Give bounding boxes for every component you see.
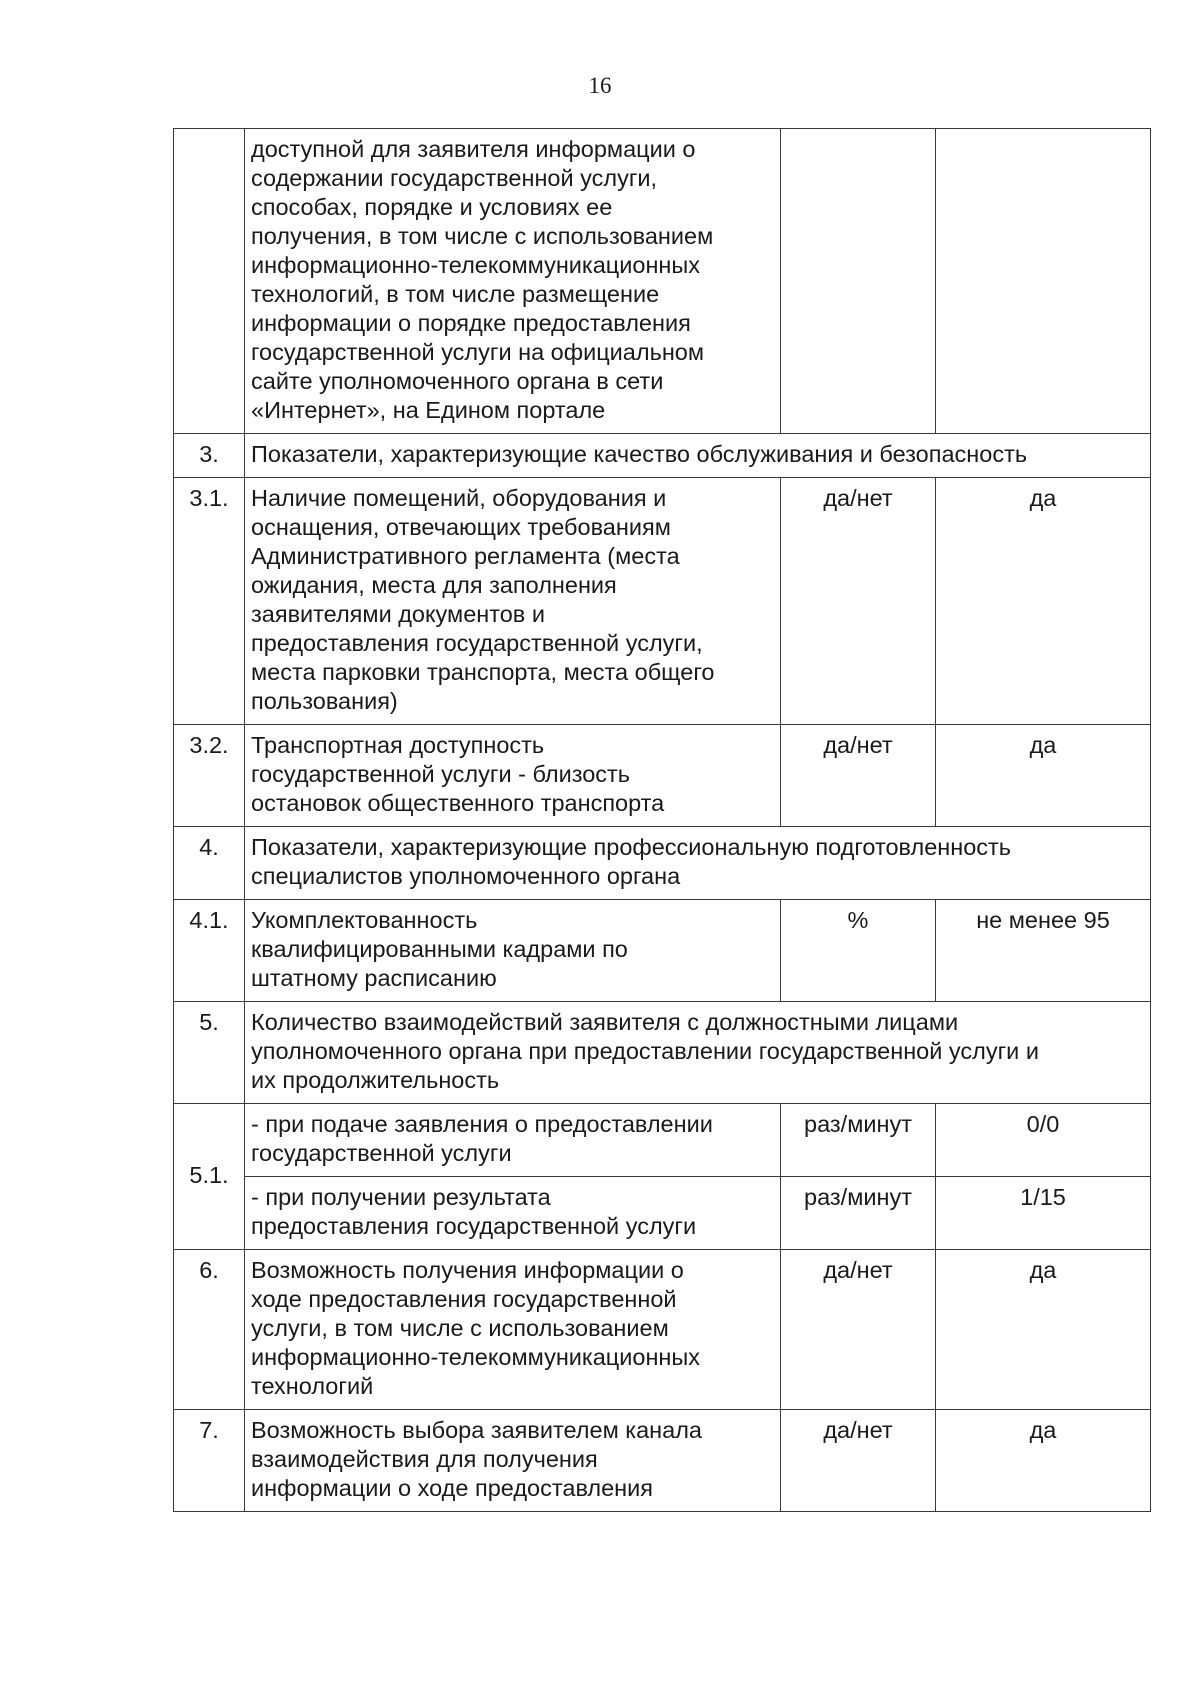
indicator-name-line: Укомплектованность xyxy=(251,907,478,933)
table-row xyxy=(174,725,1151,827)
indicator-name-line: Наличие помещений, оборудования и xyxy=(251,485,667,511)
indicator-name-line: - при подаче заявления о предоставлении xyxy=(251,1111,713,1137)
indicator-name-line: - при получении результата xyxy=(251,1184,551,1210)
indicator-name-cell xyxy=(245,478,781,725)
unit-cell: раз/минут xyxy=(781,1177,936,1250)
indicator-name-line: государственной услуги на официальном xyxy=(251,339,705,365)
table-row xyxy=(174,129,1151,434)
indicator-name-line: содержании государственной услуги, xyxy=(251,165,658,191)
row-number-cell xyxy=(174,129,245,434)
indicator-name-cell xyxy=(245,900,781,1002)
section-title-cell xyxy=(245,1002,1151,1104)
row-number-cell: 5.1. xyxy=(174,1104,245,1250)
indicator-name-line: Административного регламента (места xyxy=(251,543,680,569)
value-cell xyxy=(936,129,1151,434)
indicator-name-line: квалифицированными кадрами по xyxy=(251,936,628,962)
unit-cell: да/нет xyxy=(781,1410,936,1512)
unit-cell: % xyxy=(781,900,936,1002)
indicator-name-line: государственной услуги xyxy=(251,1140,512,1166)
indicator-name-line: технологий xyxy=(251,1373,374,1399)
indicator-name-line: государственной услуги - близость xyxy=(251,761,631,787)
section-row xyxy=(174,827,1151,900)
section-title-line: специалистов уполномоченного органа xyxy=(251,863,681,889)
table-row xyxy=(174,478,1151,725)
value-cell: 0/0 xyxy=(936,1104,1151,1177)
indicator-name-line: предоставления государственной услуги, xyxy=(251,630,703,656)
indicator-name-line: ожидания, места для заполнения xyxy=(251,572,617,598)
unit-cell xyxy=(781,129,936,434)
section-row xyxy=(174,434,1151,478)
table-row xyxy=(174,900,1151,1002)
section-title-line: их продолжительность xyxy=(251,1067,500,1093)
indicator-name-line: информации о порядке предоставления xyxy=(251,310,691,336)
value-cell: да xyxy=(936,725,1151,827)
indicator-name-line: доступной для заявителя информации о xyxy=(251,136,696,162)
indicator-name-line: информационно-телекоммуникационных xyxy=(251,252,701,278)
indicator-name-line: ходе предоставления государственной xyxy=(251,1286,677,1312)
section-title-line: уполномоченного органа при предоставлении государственной услуги и xyxy=(251,1038,1039,1064)
section-title-line: Показатели, характеризующие профессиональную подготовленность xyxy=(251,834,1012,860)
value-cell: да xyxy=(936,1250,1151,1410)
section-title-line: Количество взаимодействий заявителя с должностными лицами xyxy=(251,1009,959,1035)
row-number-cell: 7. xyxy=(174,1410,245,1512)
indicators-table xyxy=(173,128,1151,1512)
unit-cell: да/нет xyxy=(781,478,936,725)
section-title-cell xyxy=(245,434,1151,478)
indicator-name-line: остановок общественного транспорта xyxy=(251,790,665,816)
section-title-line: Показатели, характеризующие качество обслуживания и безопасность xyxy=(251,441,1028,467)
indicator-name-line: штатному расписанию xyxy=(251,965,497,991)
indicator-name-line: предоставления государственной услуги xyxy=(251,1213,697,1239)
row-number-cell: 4.1. xyxy=(174,900,245,1002)
table-row xyxy=(174,1104,1151,1177)
indicator-name-line: Возможность выбора заявителем канала xyxy=(251,1417,702,1443)
indicator-name-cell xyxy=(245,1104,781,1177)
indicator-name-line: места парковки транспорта, места общего xyxy=(251,659,715,685)
unit-cell: да/нет xyxy=(781,725,936,827)
indicator-name-cell xyxy=(245,129,781,434)
indicator-name-line: способах, порядке и условиях ее xyxy=(251,194,613,220)
value-cell: да xyxy=(936,478,1151,725)
indicator-name-cell xyxy=(245,1410,781,1512)
indicator-name-line: Возможность получения информации о xyxy=(251,1257,684,1283)
indicator-name-cell xyxy=(245,1250,781,1410)
row-number-cell: 3.2. xyxy=(174,725,245,827)
value-cell: не менее 95 xyxy=(936,900,1151,1002)
indicator-name-line: информационно-телекоммуникационных xyxy=(251,1344,701,1370)
indicator-name-line: «Интернет», на Едином портале xyxy=(251,397,606,423)
indicator-name-line: технологий, в том числе размещение xyxy=(251,281,660,307)
indicator-name-line: пользования) xyxy=(251,688,398,714)
row-number-cell: 3.1. xyxy=(174,478,245,725)
indicator-name-cell xyxy=(245,1177,781,1250)
indicator-name-line: взаимодействия для получения xyxy=(251,1446,598,1472)
row-number-cell: 4. xyxy=(174,827,245,900)
indicator-name-line: оснащения, отвечающих требованиям xyxy=(251,514,671,540)
row-number-cell: 5. xyxy=(174,1002,245,1104)
unit-cell: да/нет xyxy=(781,1250,936,1410)
table-row xyxy=(174,1250,1151,1410)
row-number-cell: 3. xyxy=(174,434,245,478)
value-cell: 1/15 xyxy=(936,1177,1151,1250)
page-number: 16 xyxy=(588,73,612,98)
indicator-name-line: Транспортная доступность xyxy=(251,732,545,758)
section-title-cell xyxy=(245,827,1151,900)
unit-cell: раз/минут xyxy=(781,1104,936,1177)
indicator-name-line: заявителями документов и xyxy=(251,601,545,627)
value-cell: да xyxy=(936,1410,1151,1512)
row-number-cell: 6. xyxy=(174,1250,245,1410)
section-row xyxy=(174,1002,1151,1104)
table-row xyxy=(174,1410,1151,1512)
table-row xyxy=(174,1177,1151,1250)
indicator-name-line: услуги, в том числе с использованием xyxy=(251,1315,669,1341)
indicator-name-line: сайте уполномоченного органа в сети xyxy=(251,368,664,394)
indicator-name-line: получения, в том числе с использованием xyxy=(251,223,714,249)
indicator-name-cell xyxy=(245,725,781,827)
indicator-name-line: информации о ходе предоставления xyxy=(251,1475,654,1501)
